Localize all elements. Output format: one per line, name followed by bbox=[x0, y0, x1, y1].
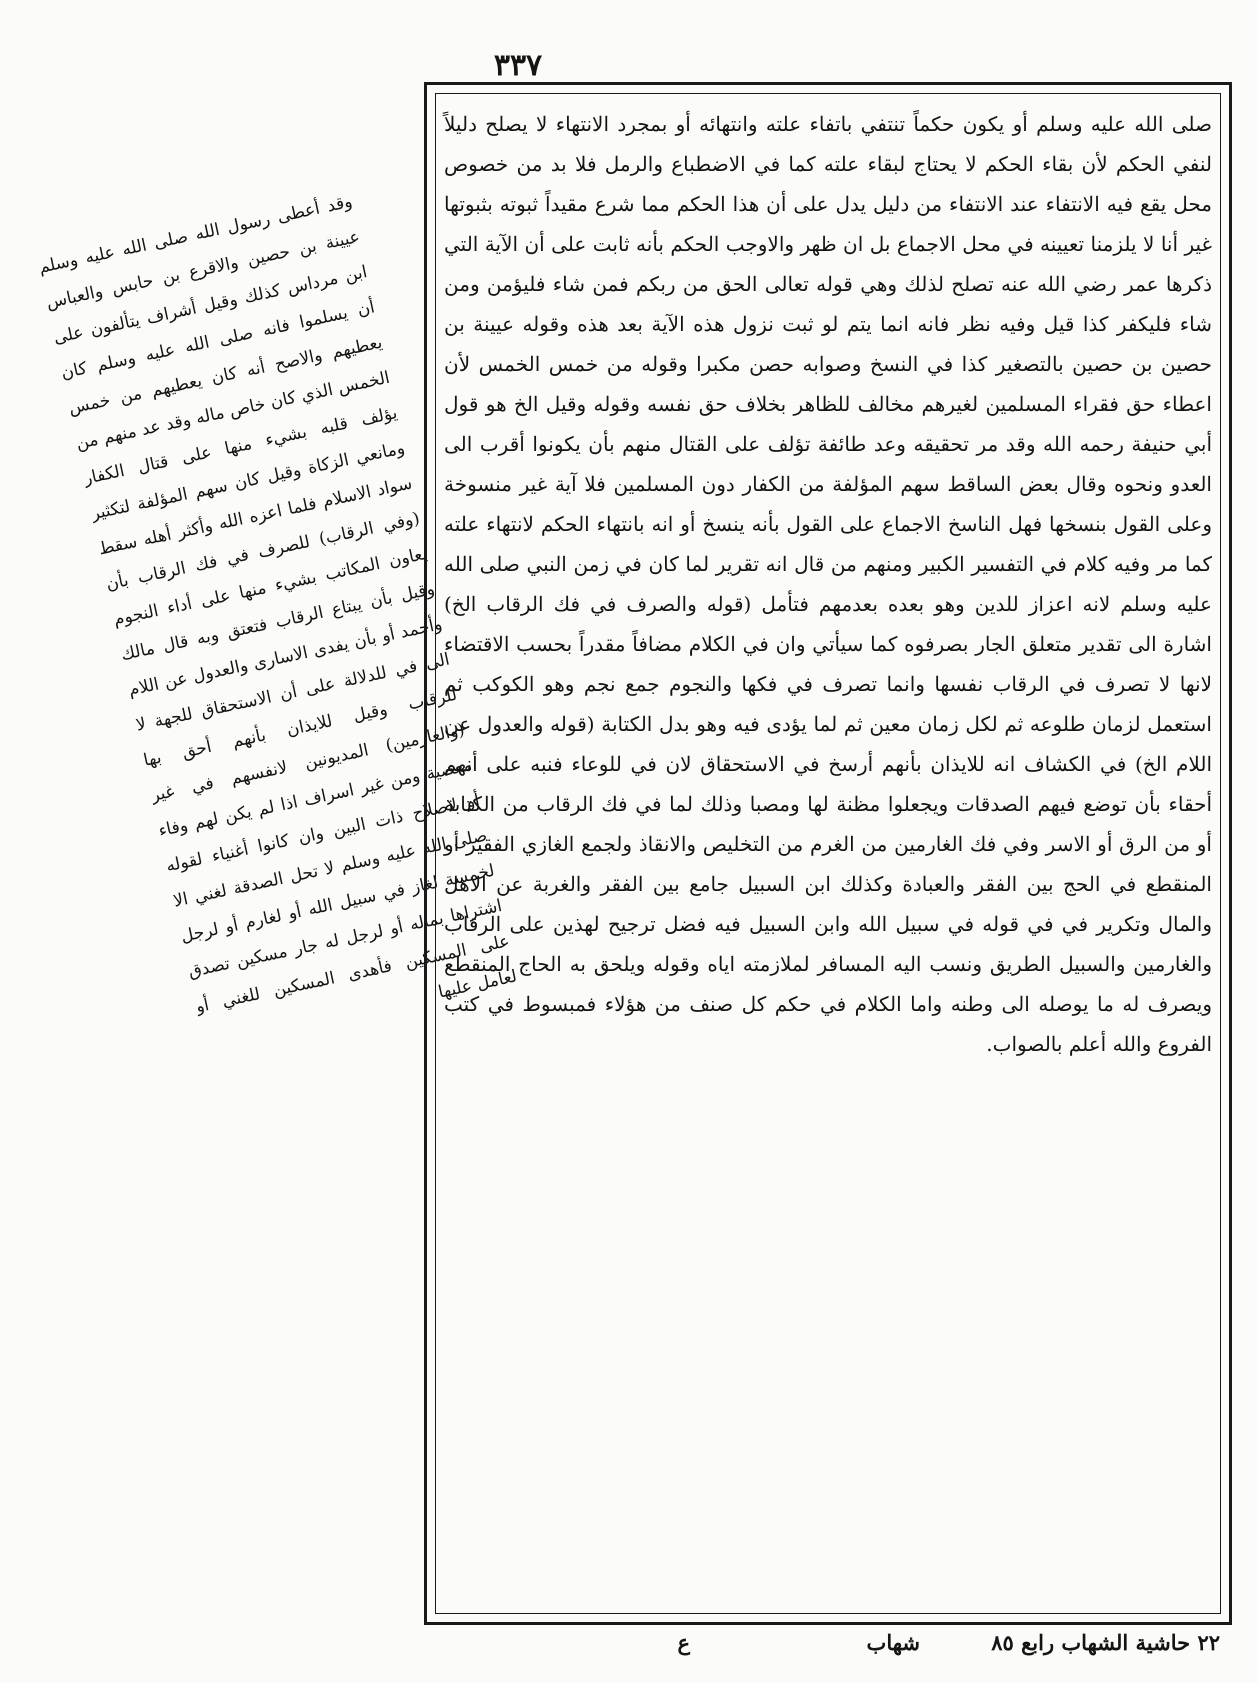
page-number: ٣٣٧ bbox=[493, 48, 543, 83]
text-frame-inner bbox=[435, 93, 1221, 1614]
margin-note: وقد أعطى رسول الله صلى الله عليه وسلم عيينة بن حصين والاقرع بن حابس والعباس ابن مرداس كذلك وقيل أشراف يتألفون على أن يسلموا فانه صلى الله عليه وسلم كان يعطيهم والاصح أنه كان يعطيهم من خمس الخمس الذي كان خاص ماله وقد عد منهم من يؤلف قلبه بشيء منها على قتال الكفار ومانعي الزكاة وقيل كان سهم المؤلفة لتكثير سواد الاسلام فلما اعزه الله وأكثر أهله سقط (وفي الرقاب) للصرف في فك الرقاب بأن يعاون المكاتب بشيء منها على أداء النجوم وقيل بأن يبتاع الرقاب فتعتق وبه قال مالك وأحمد أو بأن يفدى الاسارى والعدول عن اللام الى في للدلالة على أن الاستحقاق للجهة لا للرقاب وقيل للايذان بأنهم أحق بها (والغارمين) المديونين لانفسهم في غير معصية ومن غير اسراف اذا لم يكن لهم وفاء أو لاصلاح ذات البين وان كانوا أغنياء لقوله صلى الله عليه وسلم لا تحل الصدقة لغني الا لخمسة لغاز في سبيل الله أو لغارم أو لرجل اشتراها بماله أو لرجل له جار مسكين تصدق على المسكين فأهدى المسكين للغني أو لعامل عليها bbox=[36, 191, 519, 1018]
page-footer bbox=[440, 1630, 1230, 1666]
footer-letter: ع bbox=[677, 1630, 690, 1655]
text-frame bbox=[424, 82, 1232, 1625]
footer-signature: ٢٢ حاشية الشهاب رابع ٨٥ bbox=[991, 1630, 1220, 1655]
main-text-block: صلى الله عليه وسلم أو يكون حكماً تنتفي باتفاء علته وانتهائه أو بمجرد الانتهاء لا يصلح دليلاً لنفي الحكم لأن بقاء الحكم لا يحتاج لبقاء علته كما في الاضطباع والرمل فلا بد من خصوص محل يقع فيه الانتفاء عند الانتفاء من دليل يدل على أن هذا الحكم مما شرع مقيداً ثبوته بثبوتها غير أنا لا يلزمنا تعيينه في محل الاجماع بل ان ظهر والاوجب الحكم بأنه ثابت على أن الآية التي ذكرها عمر رضي الله عنه تصلح لذلك وهي قوله تعالى الحق من ربكم فمن شاء فليؤمن ومن شاء فليكفر كذا قيل وفيه نظر فانه انما يتم لو ثبت نزول هذه الآية بعد هذه وقوله عيينة بن حصين بن حصين بالتصغير كذا في النسخ وصوابه حصن مكبرا وقوله من خمس الخمس لأن اعطاء حق فقراء المسلمين لغيرهم مخالف للظاهر بخلاف حق نفسه وقوله وقيل الخ هو قول أبي حنيفة رحمه الله وقد مر تحقيقه وعد طائفة تؤلف على القتال منهم بأن يكونوا أقرب الى العدو ونحوه وقال بعض الساقط سهم المؤلفة من الكفار دون المسلمين فلا آية غير منسوخة وعلى القول بنسخها فهل الناسخ الاجماع على القول بأنه ينسخ أو انه بانتهاء الحكم لانتهاء علته كما مر وفيه كلام في التفسير الكبير ومنهم من قال انه تقرير لما كان في زمن النبي صلى الله عليه وسلم لانه اعزاز للدين وهو بعده بعدمهم فتأمل (قوله والصرف في فك الرقاب الخ) اشارة الى تقدير متعلق الجار بصرفوه كما سيأتي وان في الكلام مضافاً مقدراً بحسب الاقتضاء لانها لا تصرف في الرقاب نفسها وانما تصرف في فكها والنجوم جمع نجم وهو الكوكب ثم استعمل لزمان طلوعه ثم لكل زمان معين ثم لما يؤدى فيه وهو بدل الكتابة (قوله والعدول عن اللام الخ) في الكشاف انه للايذان بأنهم أرسخ في الاستحقاق لان في للوعاء فنبه على أنهم أحقاء بأن توضع فيهم الصدقات ويجعلوا مظنة لها ومصبا وذلك لما في فك الرقاب من الكتابة أو من الرق أو الاسر وفي فك الغارمين من الغرم من التخليص والانقاذ ولجمع الغازي الفقير أو المنقطع في الحج بين الفقر والعبادة وكذلك ابن السبيل جامع بين الفقر والغربة عن الاهل والمال وتكرير في في قوله في سبيل الله وابن السبيل فيه فضل ترجيح لهذين على الرقاب والغارمين والسبيل الطريق ونسب اليه المسافر لملازمته اياه وقوله ويلحق به الحاج المنقطع ويصرف له ما يوصله الى وطنه واما الكلام في حكم كل صنف من هؤلاء فمبسوط في كتب الفروع والله أعلم بالصواب. bbox=[444, 112, 1212, 1056]
footer-short-title: شهاب bbox=[866, 1630, 920, 1655]
